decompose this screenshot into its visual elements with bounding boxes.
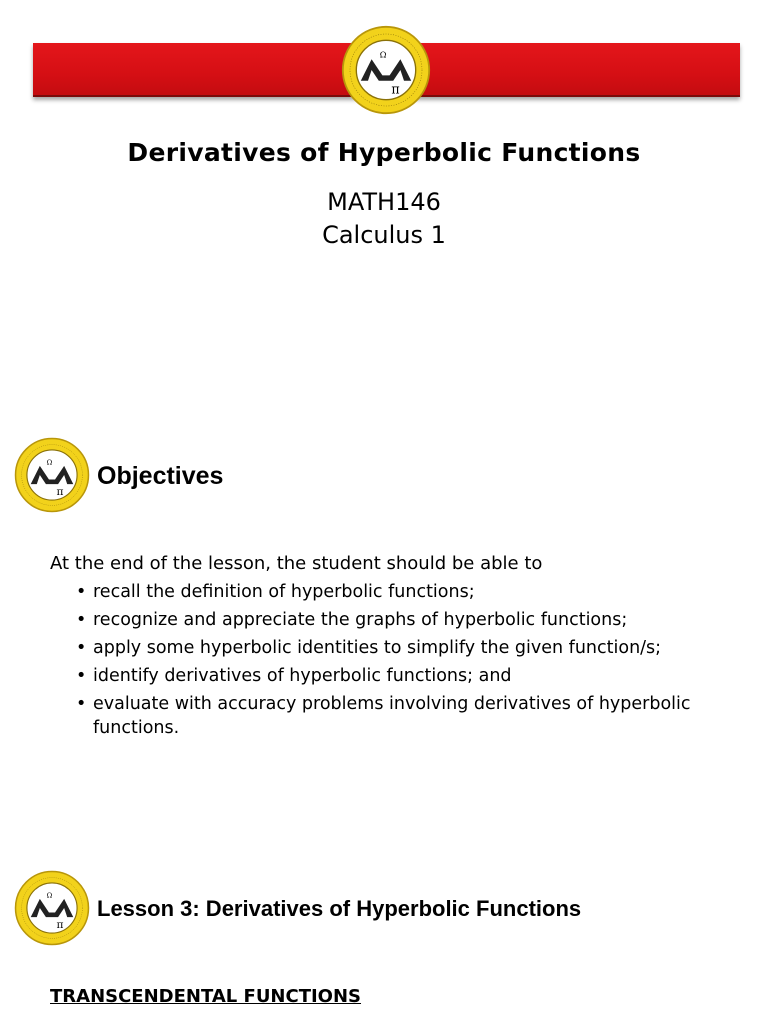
svg-text:Ω: Ω xyxy=(46,458,53,467)
objective-item: • recognize and appreciate the graphs of hyperbolic functions; xyxy=(76,608,736,632)
section-title: TRANSCENDENTAL FUNCTIONS xyxy=(50,986,362,1007)
omega-glyph: Ω xyxy=(379,49,387,60)
slide-title: Derivatives of Hyperbolic Functions xyxy=(127,138,641,167)
objectives-heading: Objectives xyxy=(97,462,224,490)
svg-text:Ω: Ω xyxy=(46,891,53,900)
objectives-list xyxy=(76,580,736,744)
objectives-intro: At the end of the lesson, the student should be able to xyxy=(50,553,543,574)
objective-item: • recall the definition of hyperbolic functions; xyxy=(76,580,736,604)
objective-item: • apply some hyperbolic identities to simplify the given function/s; xyxy=(76,636,736,660)
course-name: Calculus 1 xyxy=(322,221,446,249)
title-slide xyxy=(0,0,768,400)
pi-glyph: π xyxy=(391,81,400,97)
svg-text:π: π xyxy=(56,484,64,498)
course-code: MATH146 xyxy=(327,188,441,216)
objective-item: • evaluate with accuracy problems involving derivatives of hyperbolic functions. xyxy=(76,692,736,740)
department-seal-logo xyxy=(14,870,90,946)
svg-text:π: π xyxy=(56,917,64,931)
lesson-heading: Lesson 3: Derivatives of Hyperbolic Functions xyxy=(97,896,582,921)
department-seal-logo xyxy=(341,25,431,115)
objective-item: • identify derivatives of hyperbolic functions; and xyxy=(76,664,736,688)
department-seal-logo xyxy=(14,437,90,513)
